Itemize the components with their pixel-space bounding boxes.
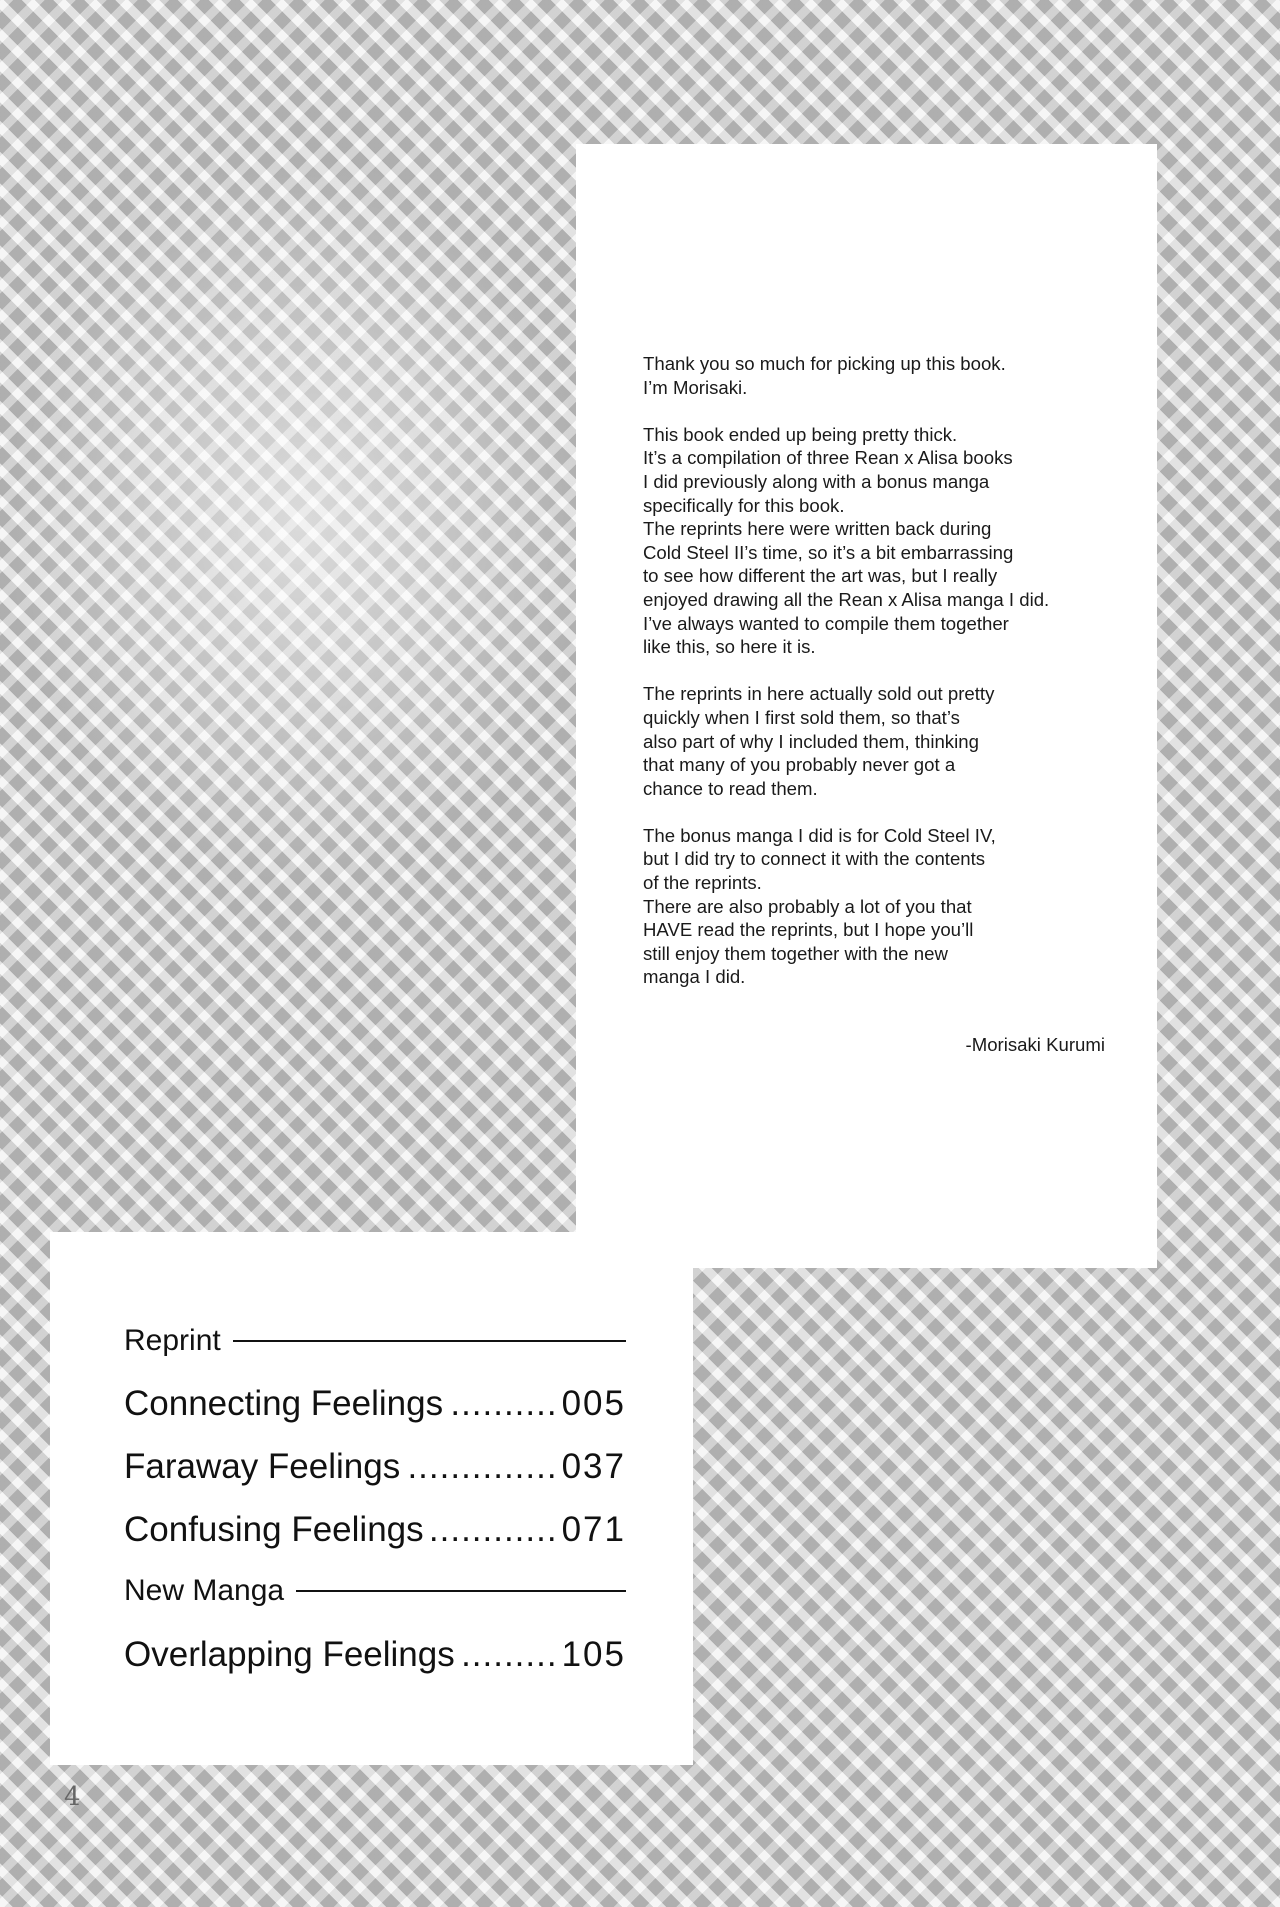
header-rule <box>233 1340 626 1342</box>
paragraph <box>643 352 1123 399</box>
section-header-new-manga <box>124 1574 626 1608</box>
toc-entry-page: 037 <box>561 1447 626 1486</box>
toc-entry[interactable] <box>124 1447 626 1487</box>
paragraph <box>643 423 1123 659</box>
toc-entry-title: Overlapping Feelings <box>124 1635 455 1674</box>
text-line: still enjoy them together with the new <box>643 942 948 964</box>
toc-entry-page: 071 <box>561 1510 626 1549</box>
dot-leader <box>432 1510 558 1550</box>
section-header-label: New Manga <box>124 1574 285 1607</box>
text-line: The bonus manga I did is for Cold Steel IV, <box>643 824 996 846</box>
text-line: quickly when I first sold them, so that’s <box>643 706 960 728</box>
text-line: Thank you so much for picking up this book. <box>643 353 1006 374</box>
text-line: that many of you probably never got a <box>643 754 956 776</box>
text-line: The reprints here were written back during <box>643 518 992 540</box>
text-line: manga I did. <box>643 966 746 988</box>
author-signature: -Morisaki Kurumi <box>965 1034 1105 1055</box>
text-line: I’m Morisaki. <box>643 376 748 398</box>
table-of-contents <box>50 1232 693 1765</box>
text-line: like this, so here it is. <box>643 636 816 658</box>
toc-entry[interactable] <box>124 1510 626 1550</box>
toc-entry-page: 005 <box>561 1384 626 1423</box>
toc-entry-page: 105 <box>561 1635 626 1674</box>
text-line: Cold Steel II’s time, so it’s a bit embarrassing <box>643 541 1014 563</box>
text-line: also part of why I included them, thinking <box>643 730 979 752</box>
paragraph <box>643 682 1123 800</box>
text-line: There are also probably a lot of you that <box>643 895 972 917</box>
afterword-text <box>643 352 1123 1013</box>
section-header-label: Reprint <box>124 1324 221 1357</box>
header-rule <box>296 1590 626 1592</box>
toc-entry[interactable] <box>124 1635 626 1675</box>
toc-entry-title: Confusing Feelings <box>124 1510 424 1549</box>
paragraph <box>643 824 1123 989</box>
text-line: but I did try to connect it with the contents <box>643 848 986 870</box>
text-line: chance to read them. <box>643 777 818 799</box>
text-line: It’s a compilation of three Rean x Alisa books <box>643 447 1013 469</box>
toc-entry-title: Connecting Feelings <box>124 1384 444 1423</box>
text-line: HAVE read the reprints, but I hope you’ll <box>643 919 974 941</box>
dot-leader <box>451 1384 558 1424</box>
text-line: enjoyed drawing all the Rean x Alisa manga I did. <box>643 588 1050 610</box>
toc-entry-title: Faraway Feelings <box>124 1447 401 1486</box>
text-line: The reprints in here actually sold out pretty <box>643 683 995 705</box>
text-line: This book ended up being pretty thick. <box>643 423 958 445</box>
dot-leader <box>408 1447 557 1487</box>
section-header-reprint <box>124 1324 626 1358</box>
toc-entry[interactable] <box>124 1384 626 1424</box>
page-number: 4 <box>64 1782 81 1812</box>
dot-leader <box>463 1635 558 1675</box>
text-line: to see how different the art was, but I really <box>643 565 998 587</box>
text-line: I did previously along with a bonus manga <box>643 470 990 492</box>
text-line: of the reprints. <box>643 872 762 894</box>
text-line: specifically for this book. <box>643 494 845 516</box>
text-line: I’ve always wanted to compile them together <box>643 612 1009 634</box>
afterword-panel <box>576 144 1157 1268</box>
